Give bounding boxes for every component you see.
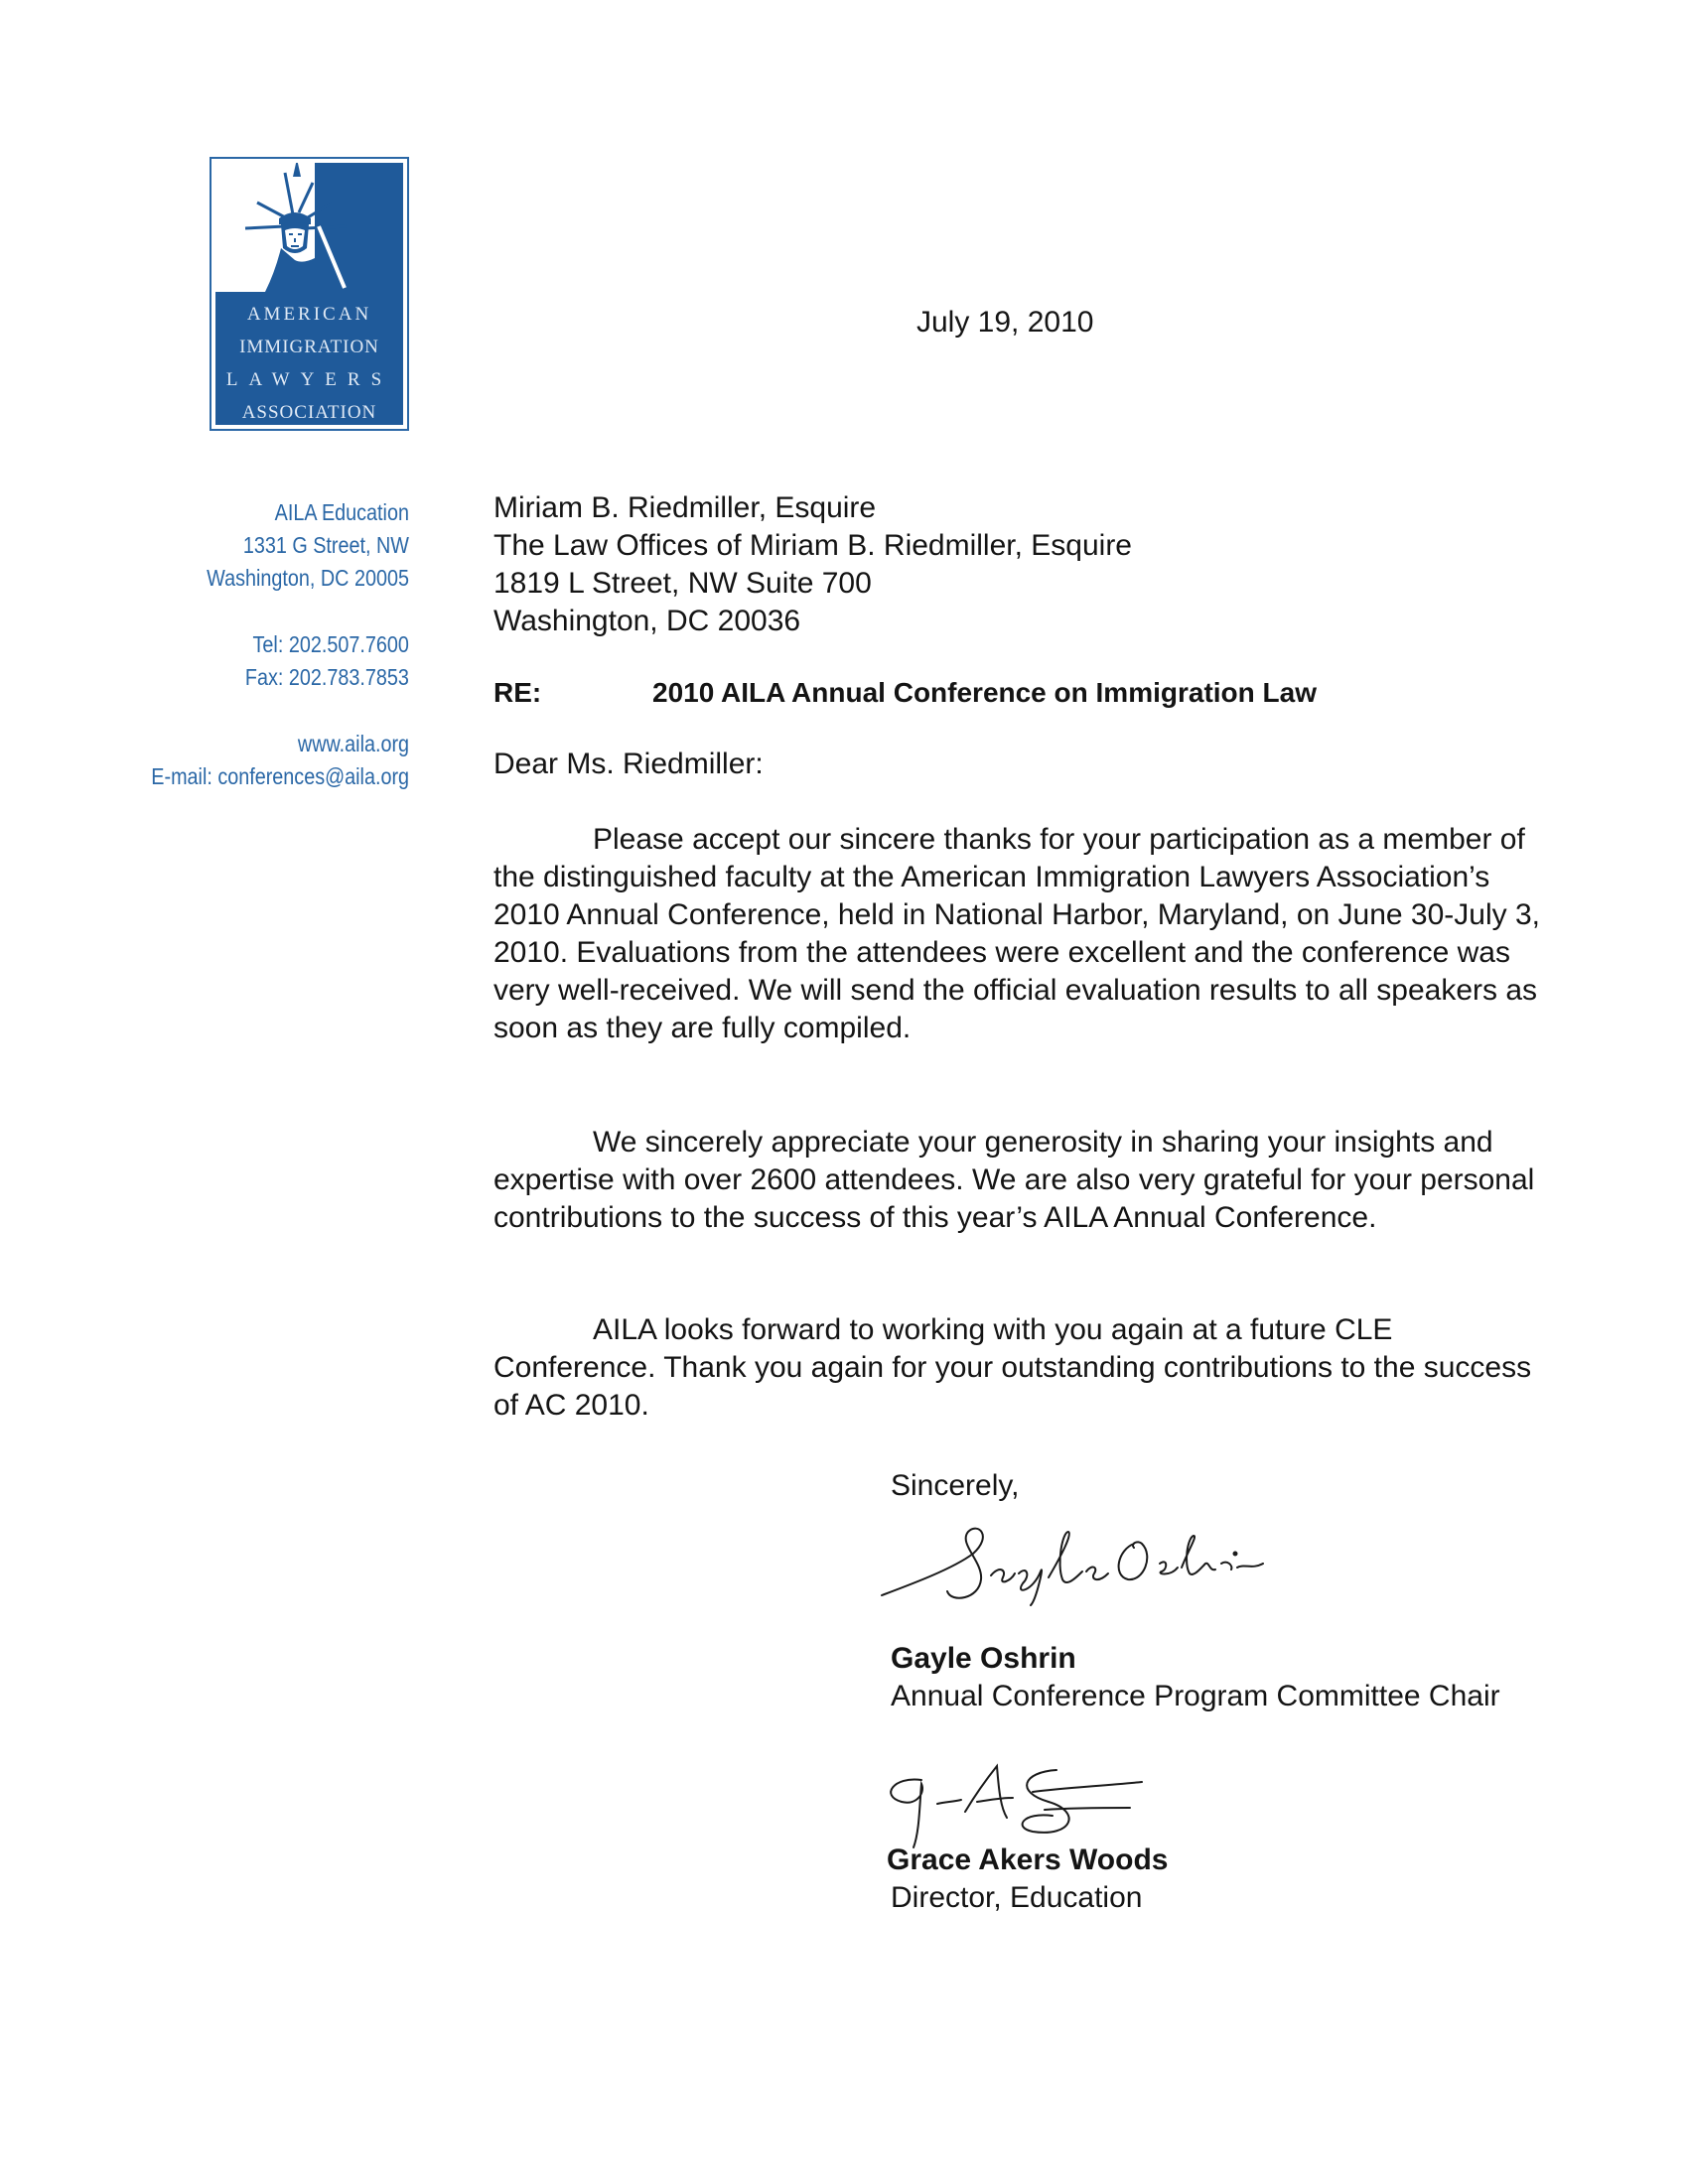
signatory-1-name: Gayle Oshrin	[891, 1642, 1076, 1675]
body-paragraph-2	[493, 1124, 1546, 1237]
sidebar-street: 1331 G Street, NW	[242, 532, 409, 558]
recipient-city: Washington, DC 20036	[493, 605, 801, 637]
sidebar-org: AILA Education	[274, 499, 409, 525]
letter-date: July 19, 2010	[916, 306, 1094, 339]
logo-wordmark	[215, 298, 403, 429]
logo-line-american: AMERICAN	[246, 304, 372, 325]
sidebar-tel: Tel: 202.507.7600	[252, 631, 409, 657]
aila-logo	[210, 157, 409, 431]
sidebar-city: Washington, DC 20005	[207, 565, 409, 591]
sidebar-web	[151, 728, 409, 793]
re-subject: 2010 AILA Annual Conference on Immigration Law	[652, 677, 1317, 708]
recipient-street: 1819 L Street, NW Suite 700	[493, 567, 872, 600]
sidebar-fax: Fax: 202.783.7853	[245, 664, 409, 690]
logo-line-association: ASSOCIATION	[241, 402, 377, 423]
recipient-firm: The Law Offices of Miriam B. Riedmiller, Esquire	[493, 529, 1132, 562]
statue-of-liberty-icon	[215, 163, 403, 292]
body-paragraph-1	[493, 821, 1546, 1047]
sidebar-phone	[245, 628, 409, 694]
paragraph-text: AILA looks forward to working with you again at a future CLE Conference. Thank you again for your outstanding contributions to the success of AC 2010.	[493, 1313, 1532, 1422]
paragraph-text: We sincerely appreciate your generosity in sharing your insights and expertise with over 2600 attendees. We are also very grateful for your personal contributions to the success of this year’s AILA Annual Conference.	[493, 1126, 1535, 1234]
sidebar-address	[207, 496, 409, 595]
recipient-name: Miriam B. Riedmiller, Esquire	[493, 491, 877, 524]
signatory-2-name: Grace Akers Woods	[887, 1843, 1169, 1876]
signatory-2-title: Director, Education	[891, 1881, 1143, 1914]
recipient-address	[493, 489, 1132, 640]
logo-line-lawyers: LAWYERS	[225, 369, 393, 390]
sidebar-website-link[interactable]: www.aila.org	[297, 731, 409, 756]
logo-line-immigration: IMMIGRATION	[239, 337, 379, 357]
re-label: RE:	[493, 677, 542, 708]
closing: Sincerely,	[891, 1469, 1020, 1502]
paragraph-text: Please accept our sincere thanks for your participation as a member of the distinguished faculty at the American Immigration Lawyers Association’s 2010 Annual Conference, held in National Harbor, Maryland, on June 30-July 3, 2010. Evaluations from the attendees were excellent and the conference was very well-received. We will send the official evaluation results to all speakers as soon as they are fully compiled.	[493, 823, 1540, 1044]
signatory-1-title: Annual Conference Program Committee Chair	[891, 1680, 1500, 1712]
greeting: Dear Ms. Riedmiller:	[493, 748, 764, 780]
logo-panel	[215, 163, 403, 425]
body-paragraph-3	[493, 1311, 1546, 1425]
sidebar-email-link[interactable]: E-mail: conferences@aila.org	[151, 763, 409, 789]
signature-gayle-oshrin	[874, 1514, 1390, 1613]
